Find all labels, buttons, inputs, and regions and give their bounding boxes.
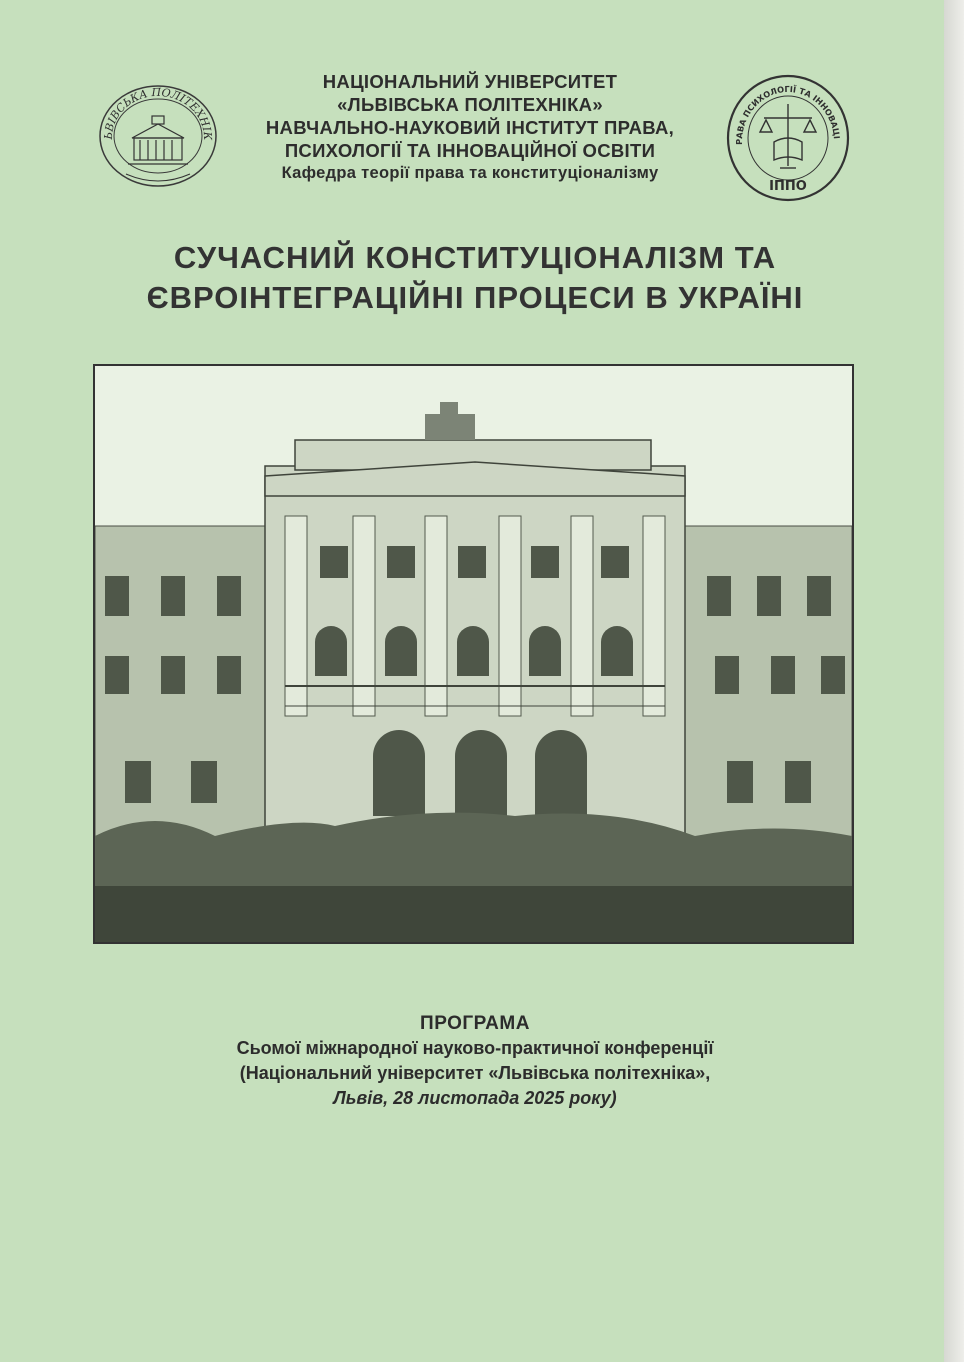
- university-name-line-1: НАЦІОНАЛЬНИЙ УНІВЕРСИТЕТ: [322, 71, 618, 92]
- program-info: [130, 1012, 820, 1111]
- svg-text:ЛЬВІВСЬКА ПОЛІТЕХНІКА: ЬВІВСЬКА ПОЛІТЕХНІК: [101, 85, 215, 141]
- program-heading: ПРОГРАМА: [420, 1013, 530, 1034]
- document-title: [80, 238, 870, 318]
- conference-venue: (Національний університет «Львівська політехніка»,: [239, 1063, 711, 1083]
- conference-name: Сьомої міжнародної науково-практичної конференції: [236, 1038, 714, 1058]
- institution-header: [230, 70, 710, 185]
- page-edge: [944, 0, 964, 1362]
- institute-seal-icon: [724, 72, 852, 204]
- conference-date: Львів, 28 листопада 2025 року): [333, 1088, 617, 1108]
- university-name-line-2: «ЛЬВІВСЬКА ПОЛІТЕХНІКА»: [337, 94, 603, 115]
- university-building-photo: [93, 364, 854, 944]
- department-name: Кафедра теорії права та конституціоналізму: [281, 164, 659, 182]
- svg-text:ІППО: ІППО: [769, 179, 807, 194]
- lviv-polytechnic-seal-icon: [92, 78, 224, 190]
- institute-name-line-2: ПСИХОЛОГІЇ ТА ІННОВАЦІЙНОЇ ОСВІТИ: [284, 140, 656, 161]
- title-line-1: СУЧАСНИЙ КОНСТИТУЦІОНАЛІЗМ ТА: [173, 240, 777, 275]
- title-line-2: ЄВРОІНТЕГРАЦІЙНІ ПРОЦЕСИ В УКРАЇНІ: [146, 280, 804, 315]
- institute-name-line-1: НАВЧАЛЬНО-НАУКОВИЙ ІНСТИТУТ ПРАВА,: [265, 117, 675, 138]
- svg-text:ІНСТИТУТ ПРАВА ПСИХОЛОГІЇ ТА І: РАВА ПСИХОЛОГІЇ ТА ІННОВАЦІ: [733, 83, 842, 145]
